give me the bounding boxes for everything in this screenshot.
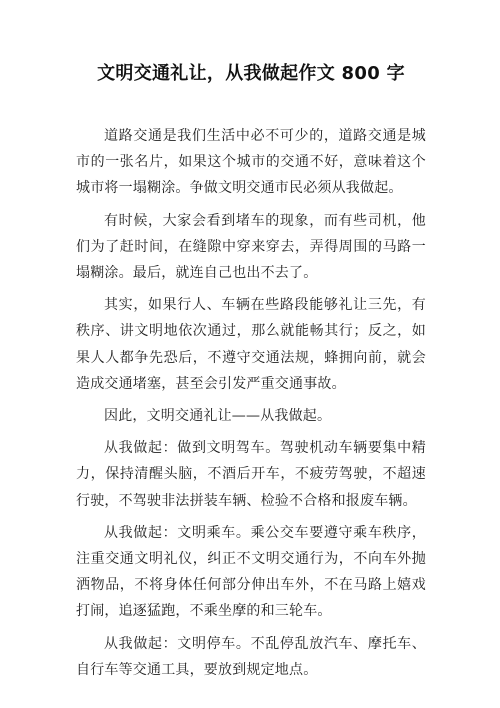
paragraph-2: 有时候，大家会看到堵车的现象，而有些司机，他们为了赶时间，在缝隙中穿来穿去，弄得周围的马路一塌糊涂。最后，就连自己也出不去了。 (76, 212, 426, 282)
paragraph-5: 从我做起：做到文明驾车。驾驶机动车辆要集中精力，保持清醒头脑，不酒后开车，不疲劳驾驶，不超速行驶，不驾驶非法拼装车辆、检验不合格和报废车辆。 (76, 440, 426, 509)
paragraph-1: 道路交通是我们生活中必不可少的，道路交通是城市的一张名片，如果这个城市的交通不好，意味着这个城市将一塌糊涂。争做文明交通市民必须从我做起。 (76, 128, 426, 197)
document-body (76, 123, 426, 683)
paragraph-7: 从我做起：文明停车。不乱停乱放汽车、摩托车、自行车等交通工具，要放到规定地点。 (76, 635, 426, 678)
paragraph-4: 因此，文明交通礼让——从我做起。 (104, 408, 332, 425)
document-title: 文明交通礼让，从我做起作文 800 字 (97, 63, 405, 84)
paragraph-3: 其实，如果行人、车辆在些路段能够礼让三先，有秩序、讲文明地依次通过，那么就能畅其行；反之，如果人人都争先恐后，不遵守交通法规，蜂拥向前，就会造成交通堵塞，甚至会引发严重交通事故。 (76, 297, 426, 392)
paragraph-6: 从我做起：文明乘车。乘公交车要遵守乘车秩序，注重交通文明礼仪，纠正不文明交通行为，不向车外抛洒物品，不将身体任何部分伸出车外，不在马路上嬉戏打闹，追逐猛跑，不乘坐摩的和三轮车。 (76, 524, 426, 620)
